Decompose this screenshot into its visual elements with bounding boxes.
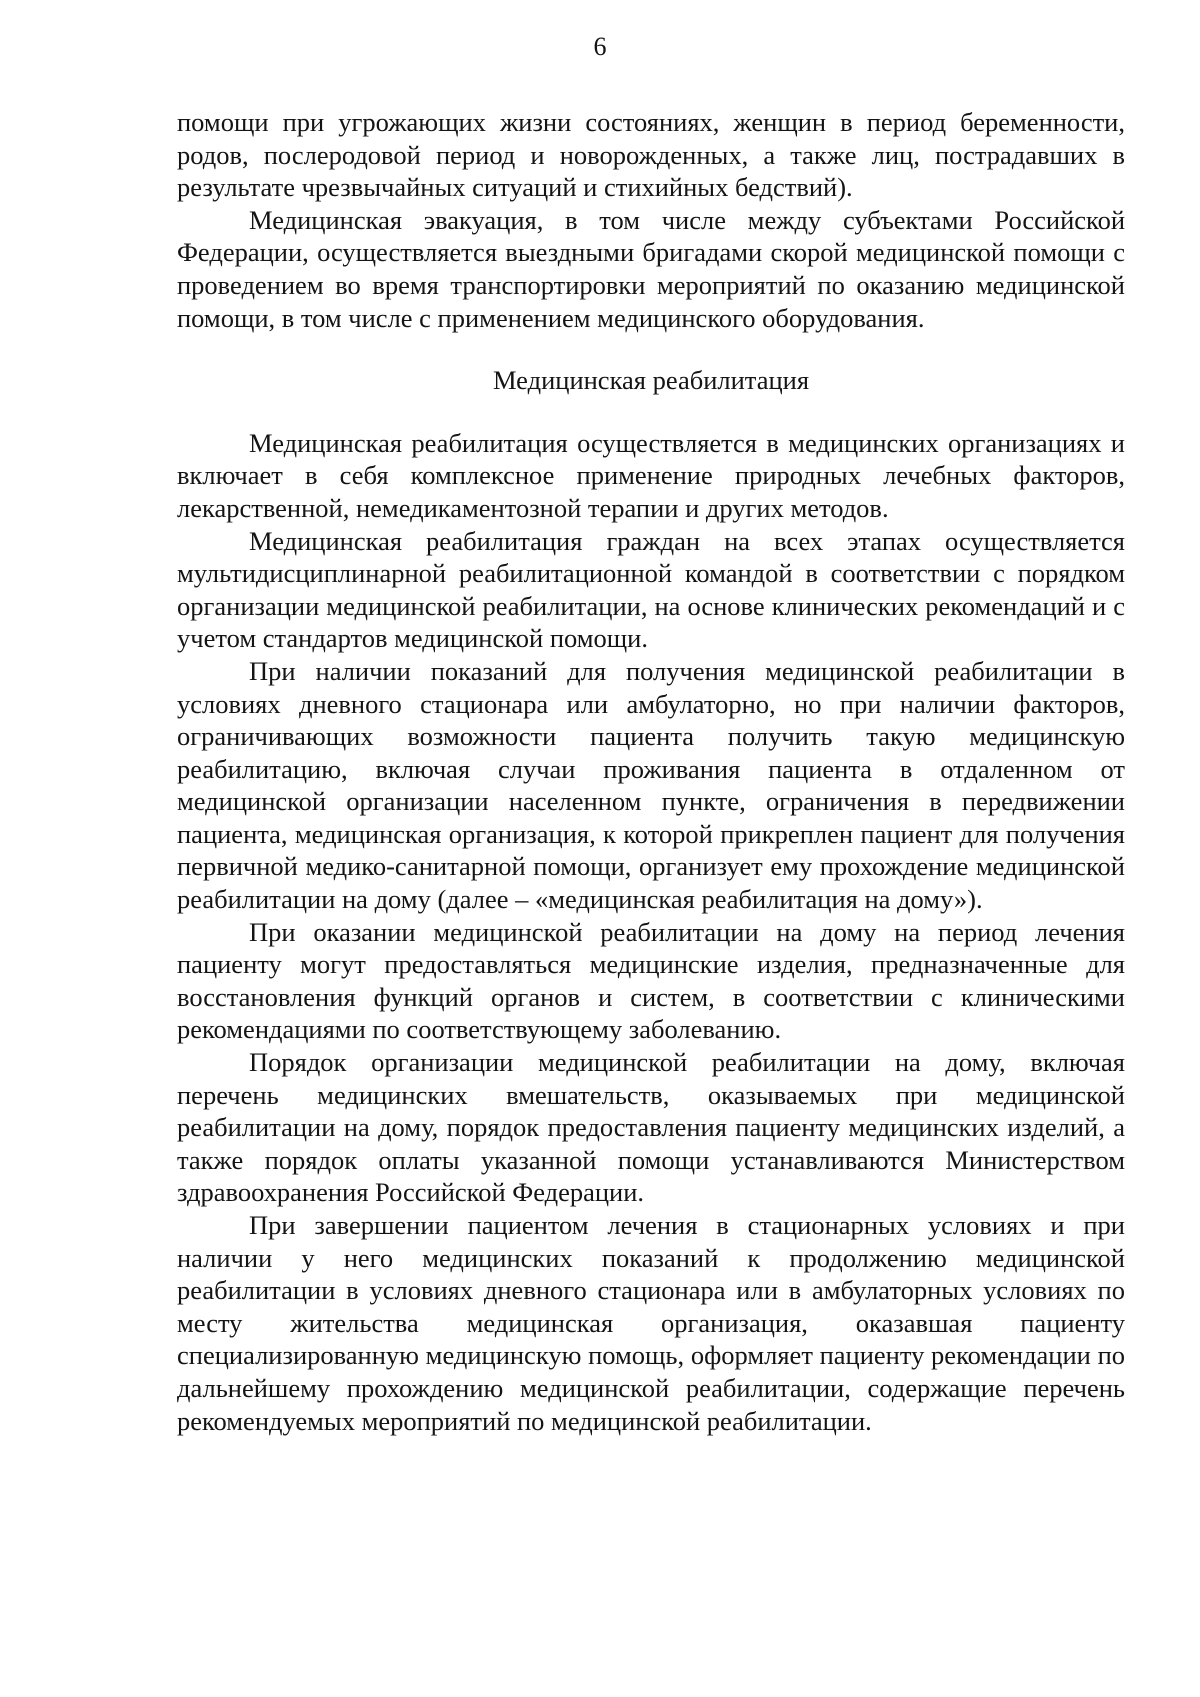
paragraph-rehab-recommendations: При завершении пациентом лечения в стационарных условиях и при наличии у него медицинских показаний к продолжению медицинской реабилитации в условиях дневного стационара или в амбулаторных условиях по месту жительства медицинская организация, оказавшая пациенту специализированную медицинскую помощь, оформляет пациенту рекомендации по дальнейшему прохождению медицинской реабилитации, содержащие перечень рекомендуемых мероприятий по медицинской реабилитации. [177, 1210, 1125, 1436]
page-number: 6 [593, 32, 607, 61]
paragraph-rehab-procedure: Порядок организации медицинской реабилитации на дому, включая перечень медицинских вмешательств, оказываемых при медицинской реабилитации на дому, порядок предоставления пациенту медицинских изделий, а также порядок оплаты указанной помощи устанавливаются Министерством здравоохранения Российской Федерации. [177, 1047, 1125, 1208]
paragraph-medical-devices: При оказании медицинской реабилитации на дому на период лечения пациенту могут предоставляться медицинские изделия, предназначенные для восстановления функций органов и систем, в соответствии с клиническими рекомендациями по соответствующему заболеванию. [177, 916, 1125, 1045]
paragraph-rehab-stages: Медицинская реабилитация граждан на всех этапах осуществляется мультидисциплинарной реабилитационной командой в соответствии с порядком организации медицинской реабилитации, на основе клинических рекомендаций и с учетом стандартов медицинской помощи. [177, 525, 1125, 654]
section-heading: Медицинская реабилитация [492, 365, 810, 396]
paragraph-rehab-definition: Медицинская реабилитация осуществляется в медицинских организациях и включает в себя комплексное применение природных лечебных факторов, лекарственной, немедикаментозной терапии и других методов. [177, 427, 1125, 523]
document-body [177, 106, 1125, 1437]
paragraph-continuation: помощи при угрожающих жизни состояниях, женщин в период беременности, родов, послеродовой период и новорожденных, а также лиц, пострадавших в результате чрезвычайных ситуаций и стихийных бедствий). [177, 107, 1125, 203]
paragraph-rehab-at-home: При наличии показаний для получения медицинской реабилитации в условиях дневного стационара или амбулаторно, но при наличии факторов, ограничивающих возможности пациента получить такую медицинскую реабилитацию, включая случаи проживания пациента в отдаленном от медицинской организации населенном пункте, ограничения в передвижении пациента, медицинская организация, к которой прикреплен пациент для получения первичной медико-санитарной помощи, организует ему прохождение медицинской реабилитации на дому (далее – «медицинская реабилитация на дому»). [177, 655, 1125, 915]
paragraph-medical-evacuation: Медицинская эвакуация, в том числе между субъектами Российской Федерации, осуществляется выездными бригадами скорой медицинской помощи с проведением во время транспортировки мероприятий по оказанию медицинской помощи, в том числе с применением медицинского оборудования. [177, 204, 1125, 333]
